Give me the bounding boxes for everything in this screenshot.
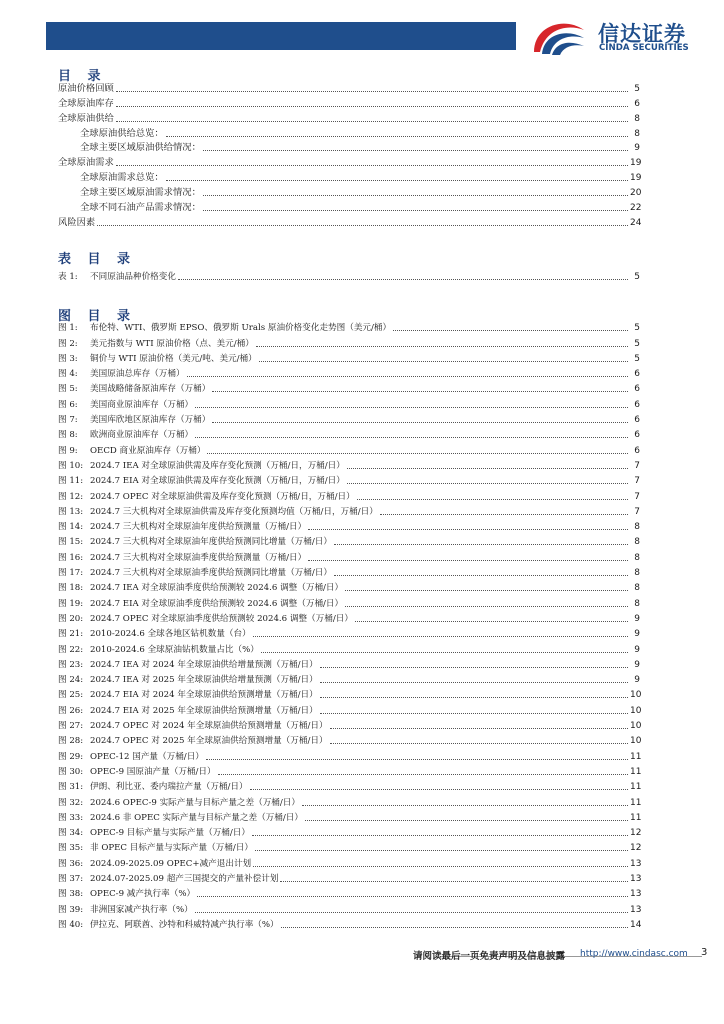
entry-page: 9 xyxy=(634,644,640,655)
entry-number: 图 10: xyxy=(58,460,84,471)
dot-leader xyxy=(253,866,628,867)
entry-label: 2024.7 三大机构对全球原油供需及库存变化预测均值（万桶/日，万桶/日） xyxy=(90,506,378,517)
toc-entry[interactable] xyxy=(58,125,640,140)
entry-number: 图 24: xyxy=(58,675,84,686)
dot-leader xyxy=(345,606,628,607)
entry-page: 9 xyxy=(634,659,640,670)
entry-page: 13 xyxy=(630,889,642,900)
entry-number: 图 38: xyxy=(58,889,84,900)
entry-page: 12 xyxy=(630,828,642,839)
dot-leader xyxy=(280,881,628,882)
figure-entry[interactable] xyxy=(58,365,640,380)
entry-page: 5 xyxy=(634,338,640,349)
dot-leader xyxy=(203,210,628,211)
dot-leader xyxy=(203,195,628,196)
entry-page: 8 xyxy=(634,568,640,579)
entry-number: 图 29: xyxy=(58,751,84,762)
entry-page: 11 xyxy=(630,782,642,793)
figure-entry[interactable] xyxy=(58,870,640,885)
dot-leader xyxy=(207,453,628,454)
entry-label: 美国商业原油库存（万桶） xyxy=(90,399,194,410)
entry-page: 5 xyxy=(634,323,640,334)
figure-entry[interactable] xyxy=(58,334,640,349)
entry-label: 2024.7 IEA 对 2024 年全球原油供给增量预测（万桶/日） xyxy=(90,659,318,670)
entry-number: 图 33: xyxy=(58,812,84,823)
entry-page: 9 xyxy=(634,629,640,640)
figure-entry[interactable] xyxy=(58,747,640,762)
dot-leader xyxy=(256,346,628,347)
entry-label: 2024.7 三大机构对全球原油季度供给预测量（万桶/日） xyxy=(90,552,307,563)
dot-leader xyxy=(334,544,628,545)
entry-label: 2024.07-2025.09 超产三国提交的产量补偿计划 xyxy=(90,873,279,884)
figure-list-title: 图 目 录 xyxy=(58,309,137,324)
dot-leader xyxy=(308,529,628,530)
entry-page: 10 xyxy=(630,721,642,732)
dot-leader xyxy=(212,422,628,423)
entry-page: 11 xyxy=(630,766,642,777)
entry-number: 图 18: xyxy=(58,583,84,594)
dot-leader xyxy=(330,728,628,729)
entry-label: OPEC-12 国产量（万桶/日） xyxy=(90,751,204,762)
dot-leader xyxy=(347,483,628,484)
entry-page: 6 xyxy=(634,430,640,441)
figure-entry[interactable] xyxy=(58,380,640,395)
toc-entry-label: 全球主要区域原油供给情况： xyxy=(80,142,201,154)
entry-number: 图 27: xyxy=(58,721,84,732)
figure-entry[interactable] xyxy=(58,839,640,854)
toc-entry-page: 24 xyxy=(630,217,642,228)
figure-entry[interactable] xyxy=(58,916,640,931)
figure-entry[interactable] xyxy=(58,487,640,502)
dot-leader xyxy=(330,743,628,744)
figure-entry[interactable] xyxy=(58,701,640,716)
dot-leader xyxy=(308,560,628,561)
figure-entry[interactable] xyxy=(58,778,640,793)
figure-entry[interactable] xyxy=(58,533,640,548)
entry-number: 图 16: xyxy=(58,552,84,563)
page-number: 3 xyxy=(701,947,708,958)
dot-leader xyxy=(281,927,628,928)
entry-page: 6 xyxy=(634,415,640,426)
entry-page: 13 xyxy=(630,904,642,915)
entry-label: 不同原油品种价格变化 xyxy=(90,272,176,283)
figure-entry[interactable] xyxy=(58,885,640,900)
toc-entry-label: 全球原油供给 xyxy=(58,112,114,124)
table-entry[interactable] xyxy=(58,268,640,283)
entry-page: 6 xyxy=(634,369,640,380)
entry-label: 2024.7 IEA 对 2025 年全球原油供给增量预测（万桶/日） xyxy=(90,675,318,686)
entry-label: 2024.7 OPEC 对全球原油供需及库存变化预测（万桶/日，万桶/日） xyxy=(90,491,355,502)
figure-entry[interactable] xyxy=(58,656,640,671)
entry-label: 2024.6 OPEC-9 实际产量与目标产量之差（万桶/日） xyxy=(90,797,300,808)
toc-entry-label: 原油价格回顾 xyxy=(58,82,114,94)
entry-label: 2024.7 EIA 对全球原油季度供给预测较 2024.6 调整（万桶/日） xyxy=(90,598,344,609)
entry-number: 图 4: xyxy=(58,369,78,380)
dot-leader xyxy=(195,407,628,408)
entry-number: 图 6: xyxy=(58,399,78,410)
dot-leader xyxy=(116,165,628,166)
entry-label: 2010-2024.6 全球各地区钻机数量（台） xyxy=(90,629,251,640)
toc-entry-page: 6 xyxy=(634,98,640,109)
toc-entry-label: 全球原油供给总览： xyxy=(80,127,164,139)
cinda-logo-icon xyxy=(528,12,588,58)
entry-number: 图 37: xyxy=(58,873,84,884)
toc-entry-page: 22 xyxy=(630,203,642,214)
toc-entry-page: 8 xyxy=(634,113,640,124)
toc-entry-label: 全球不同石油产品需求情况： xyxy=(80,202,201,214)
entry-page: 10 xyxy=(630,736,642,747)
toc-entry[interactable] xyxy=(58,110,640,125)
entry-label: 2024.7 OPEC 对全球原油季度供给预测较 2024.6 调整（万桶/日） xyxy=(90,613,353,624)
table-list-title: 表 目 录 xyxy=(58,252,137,267)
entry-page: 10 xyxy=(630,690,642,701)
toc-entry[interactable] xyxy=(58,95,640,110)
entry-number: 图 20: xyxy=(58,613,84,624)
entry-number: 图 11: xyxy=(58,476,84,487)
figure-entry[interactable] xyxy=(58,441,640,456)
entry-page: 9 xyxy=(634,675,640,686)
dot-leader xyxy=(97,225,628,226)
toc-entry-page: 19 xyxy=(630,158,642,169)
entry-label: OECD 商业原油库存（万桶） xyxy=(90,445,206,456)
figure-entry[interactable] xyxy=(58,824,640,839)
dot-leader xyxy=(320,667,628,668)
entry-page: 13 xyxy=(630,873,642,884)
dot-leader xyxy=(178,279,628,280)
entry-label: 欧洲商业原油库存（万桶） xyxy=(90,430,194,441)
entry-label: 2024.7 三大机构对全球原油年度供给预测同比增量（万桶/日） xyxy=(90,537,332,548)
entry-page: 11 xyxy=(630,751,642,762)
entry-page: 12 xyxy=(630,843,642,854)
figure-entry[interactable] xyxy=(58,671,640,686)
dot-leader xyxy=(212,391,628,392)
entry-label: 布伦特、WTI、俄罗斯 EPSO、俄罗斯 Urals 原油价格变化走势图（美元/桶） xyxy=(90,323,392,334)
toc-entry-label: 全球主要区域原油需求情况： xyxy=(80,187,201,199)
dot-leader xyxy=(393,330,628,331)
entry-label: 2024.7 OPEC 对 2024 年全球原油供给预测增量（万桶/日） xyxy=(90,721,328,732)
dot-leader xyxy=(252,835,628,836)
entry-label: 伊朗、利比亚、委内瑞拉产量（万桶/日） xyxy=(90,782,248,793)
toc-list xyxy=(58,80,640,229)
figure-entry[interactable] xyxy=(58,548,640,563)
dot-leader xyxy=(116,106,628,107)
dot-leader xyxy=(320,682,628,683)
entry-label: 铜价与 WTI 原油价格（美元/吨、美元/桶） xyxy=(90,353,257,364)
entry-label: 伊拉克、阿联酋、沙特和科威特减产执行率（%） xyxy=(90,919,279,930)
entry-number: 图 25: xyxy=(58,690,84,701)
figure-entry[interactable] xyxy=(58,625,640,640)
dot-leader xyxy=(302,805,628,806)
toc-entry-label: 全球原油库存 xyxy=(58,97,114,109)
entry-page: 13 xyxy=(630,858,642,869)
toc-entry[interactable] xyxy=(58,169,640,184)
dot-leader xyxy=(116,91,628,92)
figure-entry[interactable] xyxy=(58,640,640,655)
entry-page: 8 xyxy=(634,537,640,548)
toc-entry-page: 9 xyxy=(634,143,640,154)
entry-number: 图 13: xyxy=(58,506,84,517)
figure-entry[interactable] xyxy=(58,686,640,701)
entry-number: 图 28: xyxy=(58,736,84,747)
toc-entry-label: 全球原油需求 xyxy=(58,157,114,169)
entry-label: OPEC-9 国原油产量（万桶/日） xyxy=(90,766,216,777)
toc-entry-label: 风险因素 xyxy=(58,216,96,228)
entry-page: 7 xyxy=(634,476,640,487)
entry-number: 图 3: xyxy=(58,353,78,364)
entry-label: 非 OPEC 目标产量与实际产量（万桶/日） xyxy=(90,843,253,854)
dot-leader xyxy=(320,697,628,698)
entry-page: 11 xyxy=(630,797,642,808)
entry-number: 图 35: xyxy=(58,843,84,854)
figure-entry[interactable] xyxy=(58,732,640,747)
toc-entry[interactable] xyxy=(58,214,640,229)
dot-leader xyxy=(166,136,628,137)
header-banner xyxy=(46,22,516,50)
footer-url-link[interactable]: http://www.cindasc.com xyxy=(580,949,688,959)
entry-number: 图 8: xyxy=(58,430,78,441)
dot-leader xyxy=(166,180,628,181)
figure-entry[interactable] xyxy=(58,854,640,869)
entry-label: 2024.09-2025.09 OPEC+减产退出计划 xyxy=(90,858,252,869)
entry-number: 图 40: xyxy=(58,919,84,930)
dot-leader xyxy=(116,121,628,122)
entry-label: 2024.7 三大机构对全球原油季度供给预测同比增量（万桶/日） xyxy=(90,568,332,579)
entry-page: 8 xyxy=(634,583,640,594)
entry-number: 图 39: xyxy=(58,904,84,915)
dot-leader xyxy=(250,789,628,790)
dot-leader xyxy=(305,820,628,821)
dot-leader xyxy=(261,652,628,653)
toc-entry[interactable] xyxy=(58,80,640,95)
figure-entry[interactable] xyxy=(58,717,640,732)
entry-page: 7 xyxy=(634,491,640,502)
entry-number: 图 15: xyxy=(58,537,84,548)
dot-leader xyxy=(355,621,628,622)
entry-label: 美国原油总库存（万桶） xyxy=(90,369,185,380)
figure-entry[interactable] xyxy=(58,411,640,426)
entry-number: 图 34: xyxy=(58,828,84,839)
entry-label: 2024.7 EIA 对全球原油供需及库存变化预测（万桶/日，万桶/日） xyxy=(90,476,345,487)
entry-number: 图 21: xyxy=(58,629,84,640)
figure-entry[interactable] xyxy=(58,610,640,625)
footer-disclaimer: 请阅读最后一页免责声明及信息披露 xyxy=(413,951,566,962)
entry-page: 6 xyxy=(634,384,640,395)
entry-number: 图 32: xyxy=(58,797,84,808)
figure-entry[interactable] xyxy=(58,793,640,808)
entry-number: 图 19: xyxy=(58,598,84,609)
entry-number: 图 23: xyxy=(58,659,84,670)
entry-page: 9 xyxy=(634,613,640,624)
figure-list xyxy=(58,319,640,931)
entry-label: 2024.7 EIA 对 2025 年全球原油供给预测增量（万桶/日） xyxy=(90,705,318,716)
dot-leader xyxy=(259,361,628,362)
figure-entry[interactable] xyxy=(58,503,640,518)
figure-entry[interactable] xyxy=(58,319,640,334)
entry-number: 图 30: xyxy=(58,766,84,777)
dot-leader xyxy=(380,514,628,515)
entry-number: 图 9: xyxy=(58,445,78,456)
entry-number: 图 7: xyxy=(58,415,78,426)
figure-entry[interactable] xyxy=(58,518,640,533)
entry-label: 美国库欣地区原油库存（万桶） xyxy=(90,415,211,426)
entry-label: 非洲国家减产执行率（%） xyxy=(90,904,193,915)
entry-label: OPEC-9 减产执行率（%） xyxy=(90,889,196,900)
toc-entry-page: 20 xyxy=(630,188,642,199)
entry-label: 2024.7 IEA 对全球原油供需及库存变化预测（万桶/日，万桶/日） xyxy=(90,460,345,471)
dot-leader xyxy=(357,499,628,500)
entry-number: 表 1: xyxy=(58,272,78,283)
entry-page: 11 xyxy=(630,812,642,823)
entry-page: 14 xyxy=(630,919,642,930)
toc-entry-page: 8 xyxy=(634,128,640,139)
entry-number: 图 12: xyxy=(58,491,84,502)
entry-page: 6 xyxy=(634,399,640,410)
toc-entry-page: 5 xyxy=(634,83,640,94)
entry-label: 2024.7 OPEC 对 2025 年全球原油供给预测增量（万桶/日） xyxy=(90,736,328,747)
figure-entry[interactable] xyxy=(58,763,640,778)
toc-entry[interactable] xyxy=(58,140,640,155)
toc-entry[interactable] xyxy=(58,199,640,214)
dot-leader xyxy=(345,590,628,591)
entry-page: 8 xyxy=(634,522,640,533)
entry-number: 图 26: xyxy=(58,705,84,716)
entry-number: 图 36: xyxy=(58,858,84,869)
figure-entry[interactable] xyxy=(58,472,640,487)
toc-entry-page: 19 xyxy=(630,173,642,184)
figure-entry[interactable] xyxy=(58,594,640,609)
entry-label: OPEC-9 目标产量与实际产量（万桶/日） xyxy=(90,828,250,839)
figure-entry[interactable] xyxy=(58,579,640,594)
figure-entry[interactable] xyxy=(58,457,640,472)
entry-label: 美元指数与 WTI 原油价格（点、美元/桶） xyxy=(90,338,254,349)
entry-number: 图 5: xyxy=(58,384,78,395)
entry-label: 2024.6 非 OPEC 实际产量与目标产量之差（万桶/日） xyxy=(90,812,303,823)
figure-entry[interactable] xyxy=(58,809,640,824)
dot-leader xyxy=(255,850,628,851)
table-list xyxy=(58,268,640,283)
entry-page: 8 xyxy=(634,598,640,609)
dot-leader xyxy=(334,575,628,576)
figure-entry[interactable] xyxy=(58,395,640,410)
entry-number: 图 17: xyxy=(58,568,84,579)
dot-leader xyxy=(195,437,628,438)
dot-leader xyxy=(253,636,628,637)
entry-label: 美国战略储备原油库存（万桶） xyxy=(90,384,211,395)
entry-number: 图 14: xyxy=(58,522,84,533)
toc-title: 目 录 xyxy=(58,69,107,84)
entry-label: 2010-2024.6 全球原油钻机数量占比（%） xyxy=(90,644,259,655)
figure-entry[interactable] xyxy=(58,426,640,441)
entry-label: 2024.7 三大机构对全球原油年度供给预测量（万桶/日） xyxy=(90,522,307,533)
entry-page: 5 xyxy=(634,353,640,364)
dot-leader xyxy=(320,713,628,714)
entry-page: 7 xyxy=(634,460,640,471)
entry-number: 图 1: xyxy=(58,323,78,334)
brand-name-cn: 信达证券 xyxy=(598,22,686,46)
figure-entry[interactable] xyxy=(58,350,640,365)
entry-label: 2024.7 IEA 对全球原油季度供给预测较 2024.6 调整（万桶/日） xyxy=(90,583,344,594)
figure-entry[interactable] xyxy=(58,564,640,579)
entry-number: 图 31: xyxy=(58,782,84,793)
entry-number: 图 2: xyxy=(58,338,78,349)
entry-page: 8 xyxy=(634,552,640,563)
entry-page: 10 xyxy=(630,705,642,716)
dot-leader xyxy=(347,468,628,469)
entry-page: 7 xyxy=(634,506,640,517)
dot-leader xyxy=(218,774,628,775)
entry-page: 5 xyxy=(634,272,640,283)
entry-number: 图 22: xyxy=(58,644,84,655)
dot-leader xyxy=(195,912,628,913)
toc-entry[interactable] xyxy=(58,154,640,169)
figure-entry[interactable] xyxy=(58,900,640,915)
dot-leader xyxy=(206,759,628,760)
entry-label: 2024.7 EIA 对 2024 年全球原油供给预测增量（万桶/日） xyxy=(90,690,318,701)
brand-name-en: CINDA SECURITIES xyxy=(599,43,689,53)
dot-leader xyxy=(203,150,628,151)
dot-leader xyxy=(197,896,628,897)
toc-entry-label: 全球原油需求总览： xyxy=(80,172,164,184)
dot-leader xyxy=(187,376,628,377)
toc-entry[interactable] xyxy=(58,184,640,199)
entry-page: 6 xyxy=(634,445,640,456)
